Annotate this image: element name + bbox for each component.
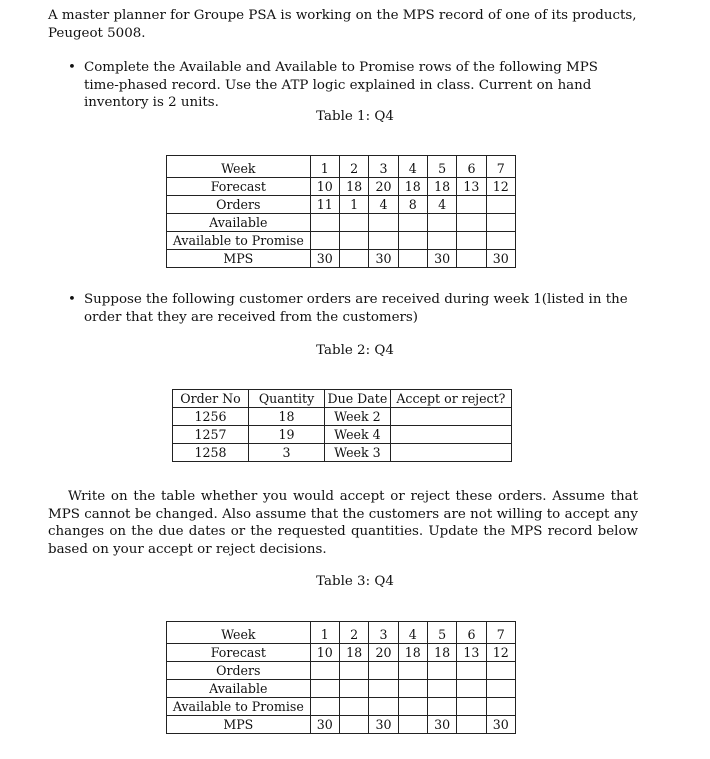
instructions-text: Write on the table whether you would accept or reject these orders. Assume that MPS cannot be changed. Also assume that the customers are not willing to accept any changes on the due dates or the requested quantities. Update the MPS record below based on your accept or reject decisions. (48, 489, 638, 557)
table-row (173, 444, 512, 462)
table-cell (457, 196, 486, 214)
table-cell (310, 680, 339, 698)
table-row (167, 622, 516, 644)
table-cell (339, 214, 368, 232)
table-cell (339, 716, 368, 734)
table-cell: 8 (398, 196, 427, 214)
table-cell: 6 (457, 622, 486, 644)
table-cell: 7 (486, 156, 515, 178)
table-cell: 30 (486, 250, 515, 268)
table-cell (486, 680, 515, 698)
table-cell (398, 698, 427, 716)
table-cell (398, 662, 427, 680)
row-label: Week (167, 622, 311, 644)
table-cell: 30 (310, 250, 339, 268)
table-cell: 3 (369, 622, 398, 644)
mps-table-1 (166, 155, 516, 268)
table-cell (398, 232, 427, 250)
orders-table (172, 389, 512, 462)
table-cell: 5 (427, 156, 456, 178)
table-cell (427, 698, 456, 716)
table-cell (369, 232, 398, 250)
table-cell (339, 698, 368, 716)
table-cell (339, 232, 368, 250)
table-cell: 3 (369, 156, 398, 178)
table-cell: 6 (457, 156, 486, 178)
table-cell (427, 214, 456, 232)
table-cell: 30 (427, 716, 456, 734)
row-label: Available (167, 680, 311, 698)
table-cell: Week 3 (325, 444, 391, 462)
mps-table-3 (166, 621, 516, 734)
table-cell (310, 662, 339, 680)
accept-reject-cell (390, 444, 511, 462)
table-cell: 30 (486, 716, 515, 734)
row-label: Forecast (167, 644, 311, 662)
table-row (167, 698, 516, 716)
table-row (167, 196, 516, 214)
table-cell (310, 232, 339, 250)
table-cell: 20 (369, 178, 398, 196)
table-cell: 30 (369, 250, 398, 268)
table-3-caption: Table 3: Q4 (316, 574, 394, 589)
table-cell: 18 (427, 644, 456, 662)
table-cell: 30 (310, 716, 339, 734)
row-label: Orders (167, 196, 311, 214)
bullet-dot-icon: • (68, 292, 76, 307)
row-label: MPS (167, 716, 311, 734)
table-cell: Week 2 (325, 408, 391, 426)
table-cell: 5 (427, 622, 456, 644)
table-cell (486, 214, 515, 232)
table-cell: 4 (398, 622, 427, 644)
table-cell: 1 (310, 622, 339, 644)
table-cell: 13 (457, 644, 486, 662)
table-cell: 18 (398, 644, 427, 662)
table-cell: 2 (339, 622, 368, 644)
table-cell: 30 (427, 250, 456, 268)
table-cell: 7 (486, 622, 515, 644)
table-cell: 11 (310, 196, 339, 214)
bullet-question-2 (68, 291, 632, 331)
table-cell (339, 680, 368, 698)
table-cell: 18 (398, 178, 427, 196)
bullet-2-text: Suppose the following customer orders are received during week 1(listed in the order that they are received from the customers) (84, 292, 628, 325)
table-cell: 18 (427, 178, 456, 196)
table-cell (398, 716, 427, 734)
table-cell (369, 662, 398, 680)
table-1-caption: Table 1: Q4 (316, 109, 394, 124)
table-cell (339, 250, 368, 268)
table-cell: 4 (369, 196, 398, 214)
table-cell (398, 680, 427, 698)
table-cell (398, 214, 427, 232)
table-cell: 12 (486, 178, 515, 196)
table-cell: Week 4 (325, 426, 391, 444)
table-row (167, 662, 516, 680)
table-cell: 13 (457, 178, 486, 196)
table-cell: 4 (427, 196, 456, 214)
table-cell (369, 698, 398, 716)
table-cell: 4 (398, 156, 427, 178)
table-cell: 30 (369, 716, 398, 734)
table-row (167, 680, 516, 698)
table-cell (310, 698, 339, 716)
table-cell (457, 662, 486, 680)
table-cell (339, 662, 368, 680)
row-label: MPS (167, 250, 311, 268)
table-cell (398, 250, 427, 268)
table-header-row (173, 390, 512, 408)
table-cell (457, 214, 486, 232)
table-cell: 3 (249, 444, 325, 462)
accept-reject-cell (390, 426, 511, 444)
column-header: Accept or reject? (390, 390, 511, 408)
bullet-dot-icon: • (68, 60, 76, 75)
table-cell (457, 680, 486, 698)
row-label: Available to Promise (167, 698, 311, 716)
table-row (167, 156, 516, 178)
table-cell (457, 250, 486, 268)
table-row (167, 214, 516, 232)
table-cell: 18 (339, 644, 368, 662)
table-cell (369, 214, 398, 232)
table-cell (457, 232, 486, 250)
table-row (173, 426, 512, 444)
table-cell (427, 662, 456, 680)
table-cell (427, 680, 456, 698)
table-cell: 1258 (173, 444, 249, 462)
table-row (167, 232, 516, 250)
table-cell (486, 662, 515, 680)
column-header: Order No (173, 390, 249, 408)
table-cell (457, 698, 486, 716)
table-cell (457, 716, 486, 734)
table-row (173, 408, 512, 426)
intro-paragraph: A master planner for Groupe PSA is working on the MPS record of one of its products, Peugeot 5008. (48, 8, 637, 41)
table-cell (486, 232, 515, 250)
row-label: Available to Promise (167, 232, 311, 250)
table-cell: 2 (339, 156, 368, 178)
table-cell (486, 196, 515, 214)
table-cell: 18 (249, 408, 325, 426)
accept-reject-cell (390, 408, 511, 426)
column-header: Due Date (325, 390, 391, 408)
bullet-1-text: Complete the Available and Available to Promise rows of the following MPS time-phased record. Use the ATP logic explained in class. Current on hand inventory is 2 units. (84, 60, 598, 110)
table-cell (310, 214, 339, 232)
table-cell (486, 698, 515, 716)
table-cell (427, 232, 456, 250)
row-label: Orders (167, 662, 311, 680)
table-cell: 10 (310, 178, 339, 196)
table-row (167, 178, 516, 196)
row-label: Forecast (167, 178, 311, 196)
table-row (167, 250, 516, 268)
table-cell: 12 (486, 644, 515, 662)
table-cell: 20 (369, 644, 398, 662)
row-label: Available (167, 214, 311, 232)
table-cell: 10 (310, 644, 339, 662)
table-cell: 19 (249, 426, 325, 444)
instructions-paragraph (48, 488, 638, 558)
table-cell: 1 (310, 156, 339, 178)
table-row (167, 644, 516, 662)
row-label: Week (167, 156, 311, 178)
table-cell (369, 680, 398, 698)
table-row (167, 716, 516, 734)
table-cell: 1256 (173, 408, 249, 426)
bullet-question-1 (68, 59, 632, 110)
table-cell: 1 (339, 196, 368, 214)
column-header: Quantity (249, 390, 325, 408)
table-cell: 18 (339, 178, 368, 196)
table-2-caption: Table 2: Q4 (316, 343, 394, 358)
table-cell: 1257 (173, 426, 249, 444)
